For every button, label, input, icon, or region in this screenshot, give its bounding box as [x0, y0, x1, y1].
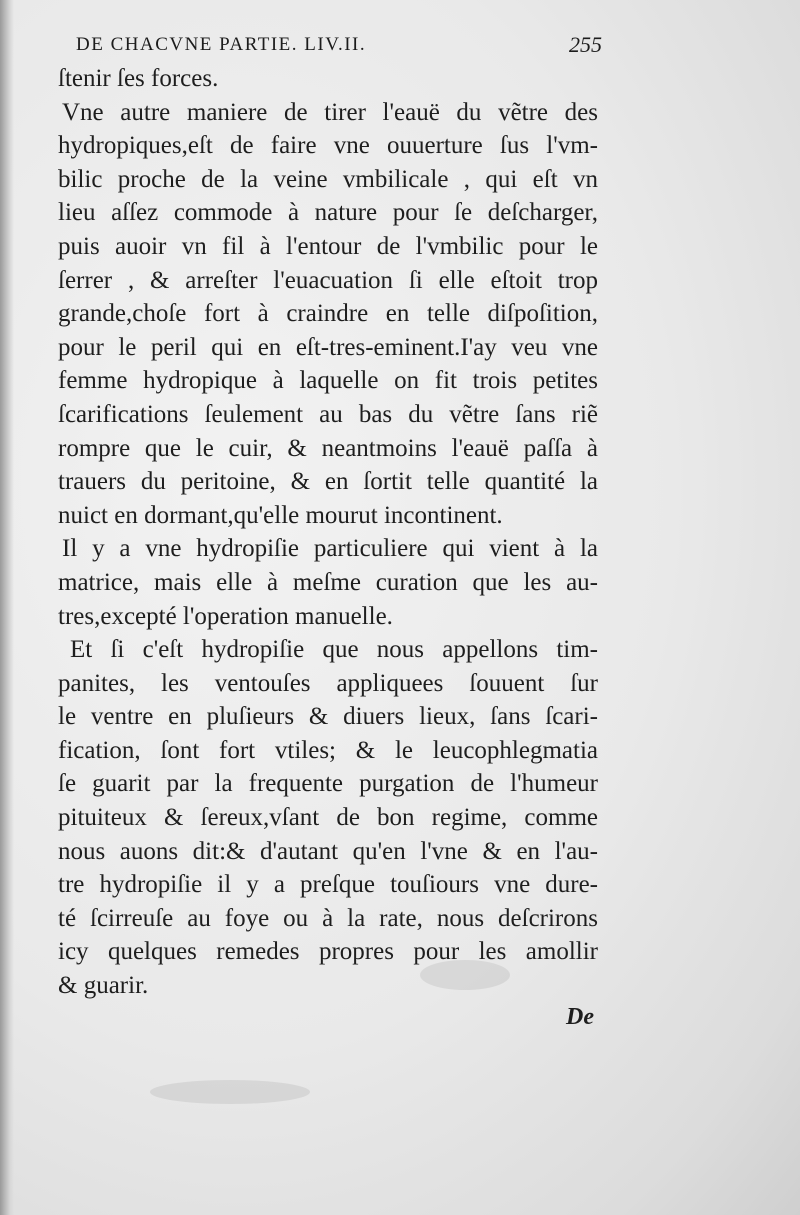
text-line: panites, les ventouſes appliquees ſouuent ſur	[58, 669, 598, 697]
text-line: nuict en dormant,qu'elle mourut incontinent.	[58, 501, 503, 529]
text-line: Et ſi c'eſt hydropiſie que nous appellons tim-	[70, 636, 598, 664]
text-line: tre hydropiſie il y a preſque touſiours vne dure-	[58, 871, 598, 899]
text-line: femme hydropique à laquelle on fit trois petites	[58, 367, 598, 395]
text-line: hydropiques,eſt de faire vne ouuerture ſus l'vm-	[58, 132, 598, 160]
text-line: Vne autre maniere de tirer l'eauë du vẽtre des	[62, 98, 598, 126]
text-line: puis auoir vn fil à l'entour de l'vmbilic pour le	[58, 232, 598, 260]
body-text	[58, 62, 598, 1003]
text-line: ſcarifications ſeulement au bas du vẽtre ſans riẽ	[58, 400, 598, 428]
text-line: fication, ſont fort vtiles; & le leucophlegmatia	[58, 736, 598, 764]
page-number: 255	[569, 32, 602, 57]
text-line: tres,excepté l'operation manuelle.	[58, 602, 393, 630]
text-line: ſe guarit par la frequente purgation de l'humeur	[58, 770, 598, 798]
text-line: Il y a vne hydropiſie particuliere qui vient à la	[62, 535, 598, 563]
text-line: rompre que le cuir, & neantmoins l'eauë paſſa à	[58, 434, 598, 462]
text-line: grande,choſe fort à craindre en telle diſpoſition,	[58, 300, 598, 328]
text-line: le ventre en pluſieurs & diuers lieux, ſans ſcari-	[58, 703, 598, 731]
text-line: té ſcirreuſe au foye ou à la rate, nous deſcrirons	[58, 904, 598, 932]
text-line: icy quelques remedes propres pour les amollir	[58, 938, 598, 966]
text-line: ſtenir ſes forces.	[58, 65, 219, 92]
text-line: bilic proche de la veine vmbilicale , qui eſt vn	[58, 165, 598, 193]
text-line: trauers du peritoine, & en ſortit telle quantité la	[58, 468, 598, 496]
running-head: DE CHACVNE PARTIE. LIV.II.	[76, 34, 367, 55]
text-line: & guarir.	[58, 972, 149, 1000]
paper-stain	[150, 1080, 310, 1104]
text-line: matrice, mais elle à meſme curation que les au-	[58, 568, 598, 596]
page-header	[76, 32, 606, 62]
text-line: pituiteux & ſereux,vſant de bon regime, comme	[58, 804, 598, 832]
text-line: lieu aſſez commode à nature pour ſe deſcharger,	[58, 199, 598, 227]
catchword: De	[566, 1004, 594, 1030]
text-line: ſerrer , & arreſter l'euacuation ſi elle eſtoit trop	[58, 266, 598, 294]
page-gutter-shadow	[0, 0, 14, 1215]
text-line: nous auons dit:& d'autant qu'en l'vne & en l'au-	[58, 837, 598, 865]
text-line: pour le peril qui en eſt-tres-eminent.I'ay veu vne	[58, 333, 598, 361]
